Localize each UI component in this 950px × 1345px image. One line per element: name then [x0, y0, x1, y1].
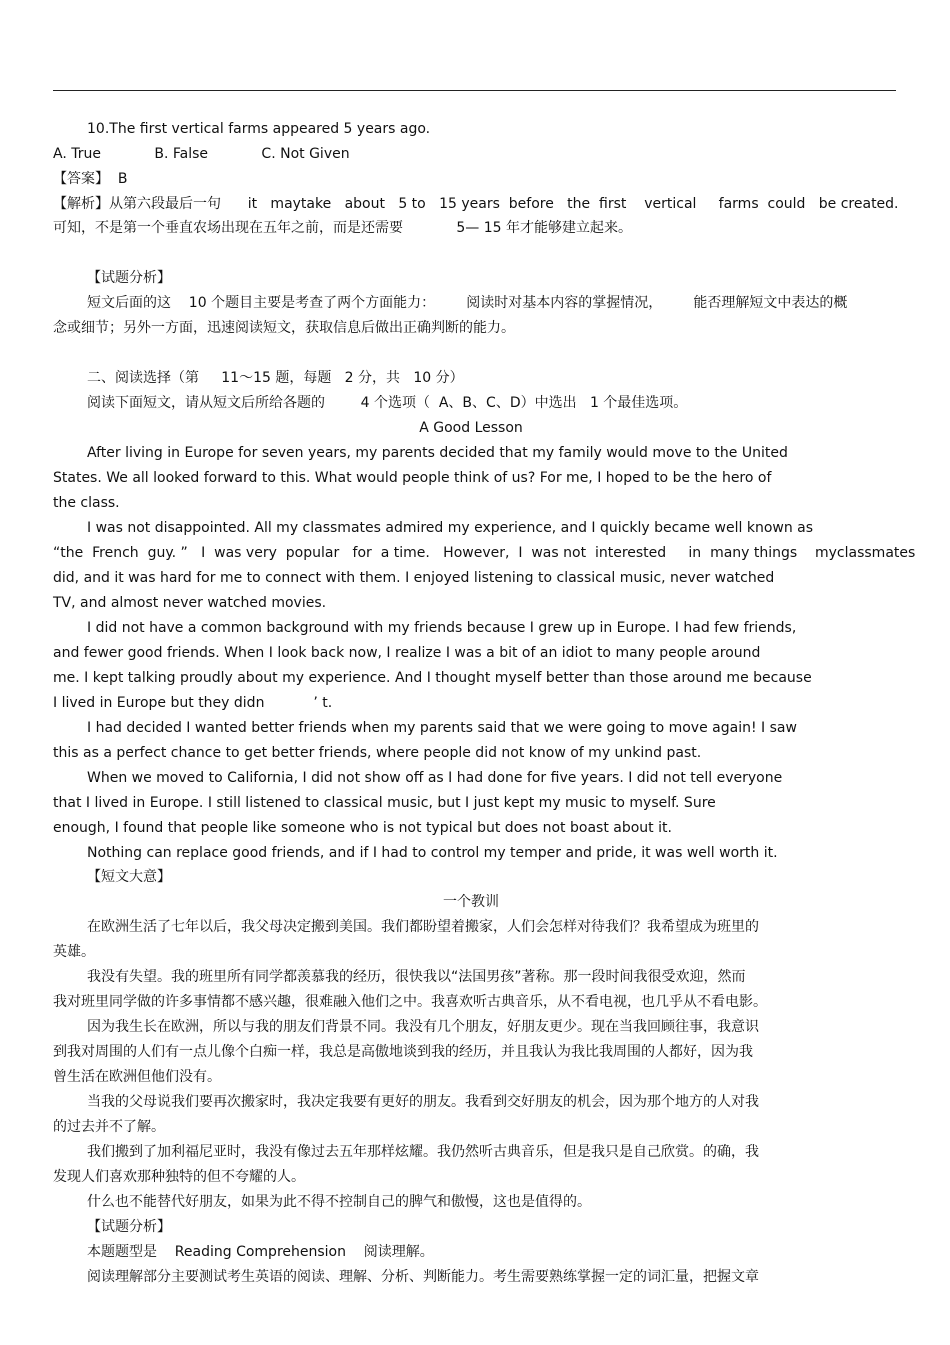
explanation-line-2: 可知，不是第一个垂直农场出现在五年之前，而是还需要 5— 15 年才能够建立起来。: [53, 220, 633, 236]
analysis-title-2: 【试题分析】: [87, 1219, 171, 1235]
passage-line: TV, and almost never watched movies.: [53, 595, 327, 611]
question-10-options: A. True B. False C. Not Given: [53, 146, 350, 162]
passage-line: I did not have a common background with my friends because I grew up in Europe. I had few friends,: [87, 620, 797, 636]
passage-line: and fewer good friends. When I look back now, I realize I was a bit of an idiot to many people around: [53, 645, 761, 661]
passage-line: I lived in Europe but they didn ’ t.: [53, 695, 333, 711]
summary-line: 曾生活在欧洲但他们没有。: [53, 1069, 221, 1085]
section-title: 二、阅读选择（第 11～15 题，每题 2 分，共 10 分）: [87, 370, 464, 386]
passage-line: this as a perfect chance to get better friends, where people did not know of my unkind past.: [53, 745, 702, 761]
passage-line: I was not disappointed. All my classmates admired my experience, and I quickly became well known as: [87, 520, 814, 536]
analysis-line-1: 短文后面的这 10 个题目主要是考查了两个方面能力： 阅读时对基本内容的掌握情况， 能否理解短文中表达的概: [87, 295, 848, 311]
explanation-line-1: 【解析】从第六段最后一句 it maytake about 5 to 15 years before the first vertical farms could be created.: [53, 196, 899, 212]
summary-title: 一个教训: [443, 894, 499, 910]
passage-line: that I lived in Europe. I still listened to classical music, but I just kept my music to myself. Sure: [53, 795, 716, 811]
summary-line: 发现人们喜欢那种独特的但不夸耀的人。: [53, 1169, 305, 1185]
summary-label: 【短文大意】: [87, 869, 171, 885]
summary-line: 的过去并不了解。: [53, 1119, 165, 1135]
question-10: 10.The first vertical farms appeared 5 years ago.: [87, 121, 431, 137]
passage-line: did, and it was hard for me to connect with them. I enjoyed listening to classical music, never watched: [53, 570, 775, 586]
header-rule: [53, 90, 896, 91]
passage-line: I had decided I wanted better friends when my parents said that we were going to move again! I saw: [87, 720, 797, 736]
summary-line: 我对班里同学做的许多事情都不感兴趣，很难融入他们之中。我喜欢听古典音乐，从不看电视，也几乎从不看电影。: [53, 994, 767, 1010]
passage-line: States. We all looked forward to this. What would people think of us? For me, I hoped to be the hero of: [53, 470, 772, 486]
summary-line: 因为我生长在欧洲，所以与我的朋友们背景不同。我没有几个朋友，好朋友更少。现在当我回顾往事，我意识: [87, 1019, 759, 1035]
passage-line: “the French guy. ” I was very popular for a time. However, I was not interested in many things myclassmates: [53, 545, 916, 561]
summary-line: 什么也不能替代好朋友，如果为此不得不控制自己的脾气和傲慢，这也是值得的。: [87, 1194, 591, 1210]
passage-line: Nothing can replace good friends, and if I had to control my temper and pride, it was well worth it.: [87, 845, 778, 861]
analysis-2-line-2: 阅读理解部分主要测试考生英语的阅读、理解、分析、判断能力。考生需要熟练掌握一定的词汇量，把握文章: [87, 1269, 759, 1285]
passage-line: me. I kept talking proudly about my experience. And I thought myself better than those around me because: [53, 670, 812, 686]
passage-title: A Good Lesson: [419, 420, 523, 436]
summary-line: 我没有失望。我的班里所有同学都羡慕我的经历，很快我以“法国男孩”著称。那一段时间我很受欢迎，然而: [87, 969, 746, 985]
summary-line: 到我对周围的人们有一点儿像个白痴一样，我总是高傲地谈到我的经历，并且我认为我比我周围的人都好，因为我: [53, 1044, 753, 1060]
passage-line: After living in Europe for seven years, my parents decided that my family would move to the United: [87, 445, 788, 461]
analysis-line-2: 念或细节；另外一方面，迅速阅读短文，获取信息后做出正确判断的能力。: [53, 320, 515, 336]
summary-line: 当我的父母说我们要再次搬家时，我决定我要有更好的朋友。我看到交好朋友的机会，因为那个地方的人对我: [87, 1094, 759, 1110]
summary-line: 在欧洲生活了七年以后，我父母决定搬到美国。我们都盼望着搬家，人们会怎样对待我们？我希望成为班里的: [87, 919, 759, 935]
analysis-title: 【试题分析】: [87, 270, 171, 286]
summary-line: 我们搬到了加利福尼亚时，我没有像过去五年那样炫耀。我仍然听古典音乐，但是我只是自己欣赏。的确，我: [87, 1144, 759, 1160]
passage-line: When we moved to California, I did not show off as I had done for five years. I did not tell everyone: [87, 770, 783, 786]
passage-line: the class.: [53, 495, 120, 511]
passage-line: enough, I found that people like someone who is not typical but does not boast about it.: [53, 820, 672, 836]
summary-line: 英雄。: [53, 944, 95, 960]
answer: 【答案】 B: [53, 171, 128, 187]
analysis-2-line-1: 本题题型是 Reading Comprehension 阅读理解。: [87, 1244, 434, 1260]
section-instruction: 阅读下面短文，请从短文后所给各题的 4 个选项（ A、B、C、D）中选出 1 个最佳选项。: [87, 395, 688, 411]
